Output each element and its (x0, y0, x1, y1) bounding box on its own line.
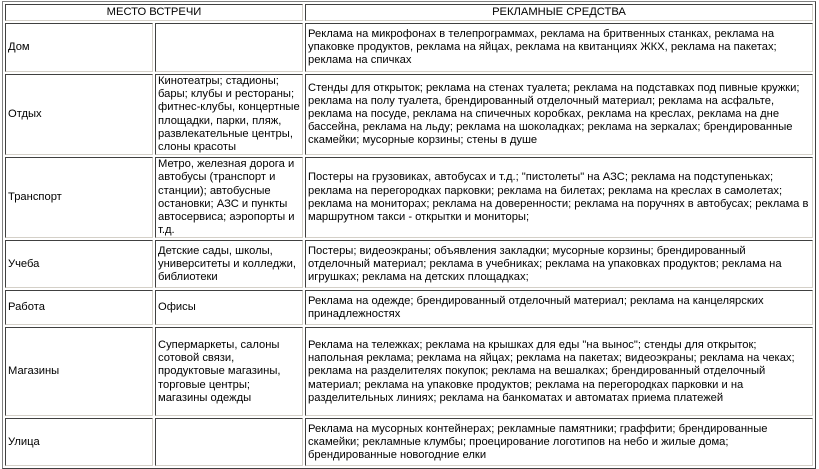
table-row (5, 240, 813, 288)
row-media: Стенды для открыток; реклама на стенах туалета; реклама на подставках под пивные кружки; реклама на полу туалета, брендированный отделочный материал; реклама на асфальте, реклама на посуде, реклама на спичечных коробках, реклама на креслах, реклама на дне бассейна, реклама на льду; реклама на шоколадках; реклама на зеркалах; брендированные скамейки; мусорные корзины; стены в душе (305, 74, 813, 155)
row-category: Транспорт (5, 157, 153, 238)
row-category: Работа (5, 290, 153, 325)
header-media: РЕКЛАМНЫЕ СРЕДСТВА (305, 4, 813, 21)
header-place: МЕСТО ВСТРЕЧИ (5, 4, 303, 21)
row-media: Реклама на тележках; реклама на крышках для еды "на вынос"; стенды для открыток; напольная реклама; реклама на яйцах; реклама на пакетах; видеоэкраны; реклама на чеках; реклама на разделителях покупок; реклама на вешалках; брендированный отделочный материал; реклама на упаковке продуктов; реклама на перегородках парковки и на разделительных линиях; реклама на банкоматах и автоматах приема платежей (305, 327, 813, 416)
row-category: Магазины (5, 327, 153, 416)
row-media: Постеры; видеоэкраны; объявления закладки; мусорные корзины; брендированный отделочный материал; реклама в учебниках; реклама на упаковках продуктов; реклама на игрушках; реклама на детских площадках; (305, 240, 813, 288)
table-row (5, 157, 813, 238)
table-row (5, 327, 813, 416)
row-category: Улица (5, 418, 153, 466)
row-category: Отдых (5, 74, 153, 155)
row-places: Супермаркеты, салоны сотовой связи, продуктовые магазины, торговые центры; магазины одежды (155, 327, 303, 416)
table-row (5, 290, 813, 325)
row-places: Офисы (155, 290, 303, 325)
table-row (5, 23, 813, 72)
row-places: Детские сады, школы, университеты и колледжи, библиотеки (155, 240, 303, 288)
row-category: Дом (5, 23, 153, 72)
table-row (5, 74, 813, 155)
row-places (155, 418, 303, 466)
row-places: Метро, железная дорога и автобусы (транспорт и станции); автобусные остановки; АЗС и пункты автосервиса; аэропорты и т.д. (155, 157, 303, 238)
row-category: Учеба (5, 240, 153, 288)
row-places: Кинотеатры; стадионы; бары; клубы и рестораны; фитнес-клубы, концертные площадки, парки, пляж, развлекательные центры, слоны красоты (155, 74, 303, 155)
row-media: Реклама на одежде; брендированный отделочный материал; реклама на канцелярских принадлежностях (305, 290, 813, 325)
row-media: Постеры на грузовиках, автобусах и т.д.; "пистолеты" на АЗС; реклама на подступеньках; реклама на перегородках парковки; реклама на билетах; реклама на креслах в самолетах; реклама на мониторах; реклама на доверенности; реклама на поручнях в автобусах; реклама в маршрутном такси - открытки и мониторы; (305, 157, 813, 238)
advertising-table (2, 1, 816, 469)
row-places (155, 23, 303, 72)
row-media: Реклама на мусорных контейнерах; рекламные памятники; граффити; брендированные скамейки; рекламные клумбы; проецирование логотипов на небо и жилые дома; брендированные новогодние елки (305, 418, 813, 466)
row-media: Реклама на микрофонах в телепрограммах, реклама на бритвенных станках, реклама на упаковке продуктов, реклама на яйцах, реклама на квитанциях ЖКХ, реклама на пакетах; реклама на спичках (305, 23, 813, 72)
table-row (5, 418, 813, 466)
header-row (5, 4, 813, 21)
